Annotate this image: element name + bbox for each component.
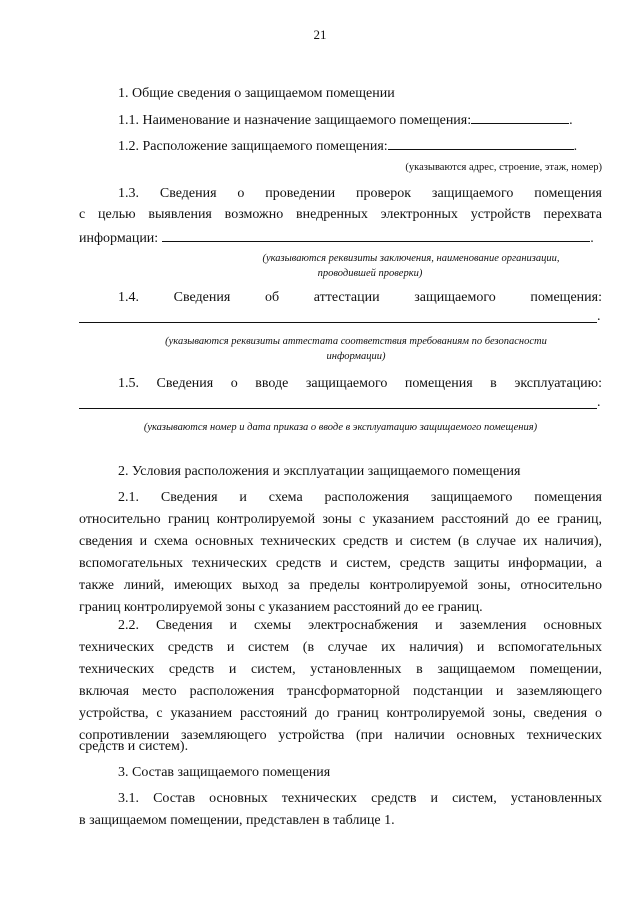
para-2-1-line-2: относительно границ контролируемой зоны с указанием расстояний до ее границ, xyxy=(79,512,602,527)
para-2-1-line-1: 2.1. Сведения и схема расположения защищаемого помещения xyxy=(118,490,602,505)
para-2-2-line-4: включая место расположения трансформаторной подстанции и заземляющего xyxy=(79,684,602,699)
para-1-3-line-3-text: информации: xyxy=(79,231,159,246)
para-1-1-text: 1.1. Наименование и назначение защищаемого помещения: xyxy=(118,113,472,128)
para-1-2: 1.2. Расположение защищаемого помещения: . xyxy=(118,136,577,156)
para-1-3-line-1: 1.3. Сведения о проведении проверок защищаемого помещения xyxy=(118,186,602,201)
para-2-1-line-5: также линий, имеющих выход за пределы контролируемой зоны, относительно xyxy=(79,578,602,593)
para-1-4-note-2: информации) xyxy=(326,351,386,362)
para-1-5-blank-line xyxy=(79,408,597,409)
para-3-1-line-2: в защищаемом помещении, представлен в таблице 1. xyxy=(79,813,395,828)
para-2-2-line-7: средств и систем). xyxy=(79,739,189,754)
para-1-3-line-2: с целью выявления возможно внедренных электронных устройств перехвата xyxy=(79,207,602,222)
para-1-3-note-2: проводившей проверки) xyxy=(317,268,423,279)
page-number: 21 xyxy=(313,27,327,42)
para-1-4: 1.4. Сведения об аттестации защищаемого помещения: xyxy=(118,290,602,305)
para-1-1: 1.1. Наименование и назначение защищаемого помещения: . xyxy=(118,110,573,130)
para-2-1-line-3: сведения и схема основных технических средств и систем (в случае их наличия), xyxy=(79,534,602,549)
para-2-1-line-4: вспомогательных технических средств и систем, средств защиты информации, а xyxy=(79,556,602,571)
document-page: 21 1. Общие сведения о защищаемом помещении 1.1. Наименование и назначение защищаемого помещения: . 1.2. Расположение защищаемого помещения: . (указываются адрес, строение, этаж, номер) 1.3. Сведения о проведении проверок защищаемого помещения с целью выявления возможно внедренных электронных устройств перехвата информации: . (указываются реквизиты заключения, наименование организации, проводившей проверки) 1.4. Сведения об аттестации защищаемого помещения: . (указываются реквизиты аттестата соответствия требованиям по безопасности информации) 1.5. Сведения о вводе защищаемого помещения в эксплуатацию: . (указываются номер и дата приказа о вводе в эксплуатацию защищаемого помещения) 2. Условия расположения и эксплуатации защищаемого помещения 2.1. Сведения и схема расположения защищаемого помещения относительно границ контролируемой зоны с указанием расстояний до ее границ, сведения и схема основных технических средств и систем (в случае их наличия), вспомогательных технических средств и систем, средств защиты информации, а также линий, имеющих выход за пределы контролируемой зоны, относительно границ контролируемой зоны с указанием расстояний до ее границ. 2.2. Сведения и схемы электроснабжения и заземления основных технических средств и систем (в случае их наличия) и вспомогательных технических средств и систем, установленных в защищаемом помещении, включая место расположения трансформаторной подстанции и заземляющего устройства, с указанием расстояний до границ контролируемой зоны, сведения о сопротивлении заземляющего устройства (при наличии основных технических средств и систем). 3. Состав защищаемого помещения 3.1. Состав основных технических средств и систем, установленных в защищаемом помещении, представлен в таблице 1. xyxy=(0,0,640,905)
para-1-5: 1.5. Сведения о вводе защищаемого помещения в эксплуатацию: xyxy=(118,376,602,391)
section-3-heading: 3. Состав защищаемого помещения xyxy=(118,765,331,780)
para-1-3-line-3: информации: . xyxy=(79,228,594,248)
para-2-2-line-1: 2.2. Сведения и схемы электроснабжения и заземления основных xyxy=(118,618,602,633)
para-1-5-note: (указываются номер и дата приказа о вводе в эксплуатацию защищаемого помещения) xyxy=(143,422,538,433)
para-1-2-blank xyxy=(388,136,574,150)
para-1-3-note-1: (указываются реквизиты заключения, наименование организации, xyxy=(262,253,560,264)
para-2-2-line-5: устройства, с указанием расстояний до границ контролируемой зоны, сведения о xyxy=(79,706,602,721)
para-2-2-line-6: сопротивлении заземляющего устройства (при наличии основных технических xyxy=(79,728,602,743)
para-1-4-note-1: (указываются реквизиты аттестата соответствия требованиям по безопасности xyxy=(165,336,547,347)
para-2-2-line-2: технических средств и систем (в случае их наличия) и вспомогательных xyxy=(79,640,602,655)
para-1-3-blank xyxy=(162,228,590,242)
section-2-heading: 2. Условия расположения и эксплуатации защищаемого помещения xyxy=(118,464,521,479)
para-3-1-line-1: 3.1. Состав основных технических средств и систем, установленных xyxy=(118,791,602,806)
section-1-heading: 1. Общие сведения о защищаемом помещении xyxy=(118,86,395,101)
para-1-1-blank xyxy=(471,110,569,124)
para-1-2-text: 1.2. Расположение защищаемого помещения: xyxy=(118,139,388,154)
para-1-2-note: (указываются адрес, строение, этаж, номер) xyxy=(405,162,602,173)
para-2-2-line-3: технических средств и систем, установленных в защищаемом помещении, xyxy=(79,662,602,677)
para-1-4-blank-line xyxy=(79,322,597,323)
para-2-1-line-6: границ контролируемой зоны с указанием расстояний до ее границ. xyxy=(79,600,483,615)
